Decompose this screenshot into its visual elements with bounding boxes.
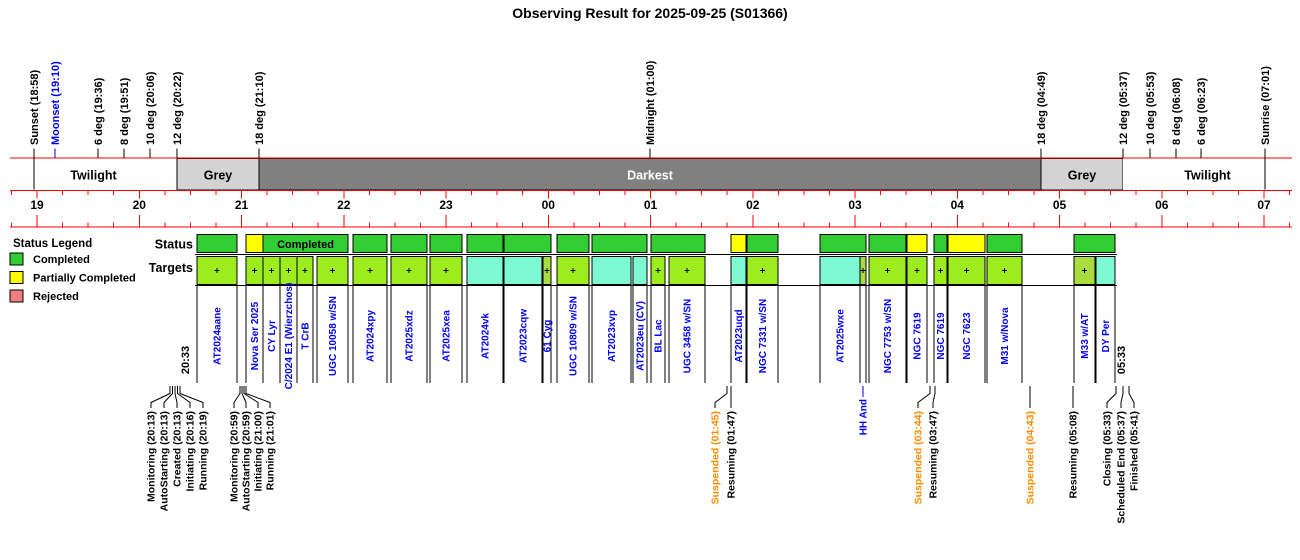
status-block-completed bbox=[1074, 235, 1115, 253]
target-label: CY Lyr bbox=[267, 320, 278, 352]
status-block-completed bbox=[353, 235, 387, 253]
target-label: NGC 7331 w/SN bbox=[758, 298, 769, 374]
target-label: UGC 10058 w/SN bbox=[328, 295, 339, 377]
target-label: Nova Ser 2025 bbox=[250, 301, 261, 371]
sky-event-label: 6 deg (19:36) bbox=[93, 77, 105, 145]
sky-event-label: 12 deg (05:37) bbox=[1118, 71, 1130, 145]
legend-swatch-2 bbox=[10, 290, 23, 302]
status-block-completed bbox=[467, 235, 503, 253]
status-block-completed bbox=[430, 235, 462, 253]
target-label: NGC 7753 w/SN bbox=[883, 298, 894, 374]
status-block-completed bbox=[869, 235, 906, 253]
sky-event-label: 12 deg (20:22) bbox=[172, 71, 184, 145]
target-label: AT2024aane bbox=[212, 307, 224, 365]
sky-event-label: Moonset (19:10) bbox=[50, 61, 62, 145]
hour-label: 01 bbox=[643, 198, 658, 212]
sky-event-label: 8 deg (19:51) bbox=[119, 77, 131, 145]
target-label: AT2025wxe bbox=[835, 309, 847, 363]
status-block-completed bbox=[651, 235, 705, 253]
target-label: AT2023uqd bbox=[734, 309, 745, 363]
process-annotation-label: Closing (05:33) bbox=[1101, 411, 1114, 487]
process-annotation-label: Suspended (04:43) bbox=[1024, 411, 1037, 505]
sky-event-label: Sunrise (07:01) bbox=[1260, 66, 1272, 145]
target-cell bbox=[592, 257, 631, 285]
status-block-completed bbox=[391, 235, 427, 253]
hour-label: 23 bbox=[439, 198, 453, 212]
sky-event-label: Sunset (18:58) bbox=[29, 69, 41, 145]
target-cell bbox=[467, 257, 503, 285]
target-label: UGC 3458 w/SN bbox=[682, 298, 694, 374]
process-annotation-label: Running (21:01) bbox=[264, 411, 277, 491]
target-label: M31 w/Nova bbox=[1000, 307, 1011, 365]
status-block-label: Completed bbox=[277, 239, 334, 251]
status-block-partial bbox=[948, 235, 985, 253]
hour-label: 21 bbox=[234, 198, 249, 212]
status-block-completed bbox=[557, 235, 589, 253]
hour-label: 19 bbox=[30, 198, 44, 212]
process-annotation-label: AutoStarting (20:13) bbox=[158, 411, 171, 512]
annotation-connector bbox=[1121, 386, 1123, 408]
status-block-completed bbox=[934, 235, 947, 253]
annotation-connector bbox=[151, 386, 170, 408]
hour-label: 22 bbox=[337, 198, 351, 212]
edge-time-label: 05:33 bbox=[1116, 345, 1128, 375]
target-cell bbox=[1096, 257, 1115, 285]
target-label: AT2025xea bbox=[441, 310, 453, 362]
target-label: BL Lac bbox=[653, 319, 665, 353]
hour-label: 03 bbox=[848, 198, 862, 212]
target-label: C/2024 E1 (Wierzchos) bbox=[284, 282, 295, 390]
legend-swatch-1 bbox=[10, 272, 23, 284]
sky-event-label: 10 deg (20:06) bbox=[145, 71, 157, 145]
status-block-completed bbox=[987, 235, 1022, 253]
status-row-label: Status bbox=[154, 237, 193, 252]
sky-section-label: Grey bbox=[203, 168, 233, 183]
status-block-completed bbox=[820, 235, 866, 253]
chart-title: Observing Result for 2025-09-25 (S01366) bbox=[512, 5, 788, 21]
target-label: NGC 7619 bbox=[912, 312, 924, 360]
legend-swatch-0 bbox=[10, 253, 23, 265]
hour-label: 04 bbox=[950, 198, 964, 212]
target-label: AT2024xpy bbox=[365, 309, 377, 363]
process-annotation-label: Resuming (05:08) bbox=[1067, 411, 1080, 499]
target-label: DY Per bbox=[1101, 319, 1112, 353]
hour-label: 02 bbox=[746, 198, 760, 212]
status-block-completed bbox=[504, 235, 551, 253]
legend-item-label: Rejected bbox=[33, 291, 79, 303]
legend-item-label: Partially Completed bbox=[33, 272, 136, 285]
process-annotation-label: Monitoring (20:13) bbox=[145, 411, 158, 502]
annotation-connector bbox=[164, 386, 173, 408]
target-cell bbox=[820, 257, 860, 285]
hour-label: 00 bbox=[541, 198, 555, 212]
legend-item-label: Completed bbox=[33, 254, 90, 266]
target-label: T CrB bbox=[300, 322, 312, 350]
status-block-completed bbox=[747, 235, 778, 253]
annotation-connector bbox=[918, 386, 930, 408]
process-annotation-label: Created (20:13) bbox=[171, 411, 184, 487]
sky-section-label: Twilight bbox=[70, 168, 117, 183]
legend-title: Status Legend bbox=[13, 238, 93, 250]
sky-event-label: 6 deg (06:23) bbox=[1196, 77, 1208, 145]
hour-label: 07 bbox=[1257, 198, 1271, 212]
process-annotation-label: Resuming (01:47) bbox=[725, 411, 738, 499]
process-annotation-label: Running (20:19) bbox=[197, 411, 210, 491]
annotation-connector bbox=[1129, 386, 1134, 408]
sky-event-label: 18 deg (21:10) bbox=[254, 71, 266, 145]
target-cell bbox=[504, 257, 542, 285]
process-annotation-label: Scheduled End (05:37) bbox=[1115, 411, 1128, 524]
target-label: NGC 7623 bbox=[962, 312, 973, 360]
process-annotation-label: AutoStarting (20:59) bbox=[240, 411, 253, 512]
hour-label: 20 bbox=[132, 198, 146, 212]
sky-event-label: 8 deg (06:08) bbox=[1171, 77, 1183, 145]
process-annotation-label: Suspended (03:44) bbox=[912, 411, 925, 505]
sky-event-label: Midnight (01:00) bbox=[645, 60, 657, 145]
target-label: UGC 10809 w/SN bbox=[568, 295, 580, 377]
target-label: AT2024vk bbox=[480, 313, 492, 359]
annotation-connector bbox=[1107, 386, 1116, 408]
targets-row-label: Targets bbox=[148, 261, 193, 275]
sky-section-label: Twilight bbox=[1184, 168, 1231, 183]
target-cell bbox=[633, 257, 647, 285]
displaced-target-label: HH And bbox=[858, 399, 870, 436]
status-block-partial bbox=[907, 235, 927, 253]
process-annotation-label: Monitoring (20:59) bbox=[228, 411, 241, 502]
hour-label: 05 bbox=[1052, 198, 1067, 212]
process-annotation-label: Suspended (01:45) bbox=[709, 411, 722, 505]
annotation-connector bbox=[234, 386, 240, 408]
sky-section-label: Grey bbox=[1067, 168, 1097, 183]
annotation-connector bbox=[180, 386, 203, 408]
sky-event-label: 18 deg (04:49) bbox=[1036, 71, 1048, 145]
target-label: AT2025xdz bbox=[404, 310, 416, 362]
target-label: 61 Cyg bbox=[542, 319, 554, 353]
process-annotation-label: Finished (05:41) bbox=[1128, 411, 1141, 491]
annotation-connector bbox=[715, 386, 727, 408]
sky-section-label: Darkest bbox=[627, 168, 673, 183]
target-label: NGC 7619 bbox=[936, 312, 947, 360]
target-cell bbox=[731, 257, 746, 285]
sky-event-label: 10 deg (05:53) bbox=[1145, 71, 1157, 145]
edge-time-label: 20:33 bbox=[180, 345, 192, 375]
target-label: AT2023eu (CV) bbox=[635, 301, 647, 371]
process-annotation-label: Initiating (21:00) bbox=[252, 411, 265, 492]
target-label: M33 w/AT bbox=[1080, 313, 1091, 359]
status-block-partial bbox=[246, 235, 263, 253]
process-annotation-label: Resuming (03:47) bbox=[927, 411, 940, 499]
target-label: AT2023cqw bbox=[518, 308, 530, 364]
status-block-completed bbox=[592, 235, 647, 253]
status-block-completed bbox=[197, 235, 237, 253]
hour-label: 06 bbox=[1155, 198, 1169, 212]
process-annotation-label: Initiating (20:16) bbox=[184, 411, 197, 492]
annotation-connector bbox=[175, 386, 177, 408]
annotation-connector bbox=[933, 386, 935, 408]
status-block-partial bbox=[731, 235, 746, 253]
target-label: AT2023xvp bbox=[607, 309, 618, 363]
